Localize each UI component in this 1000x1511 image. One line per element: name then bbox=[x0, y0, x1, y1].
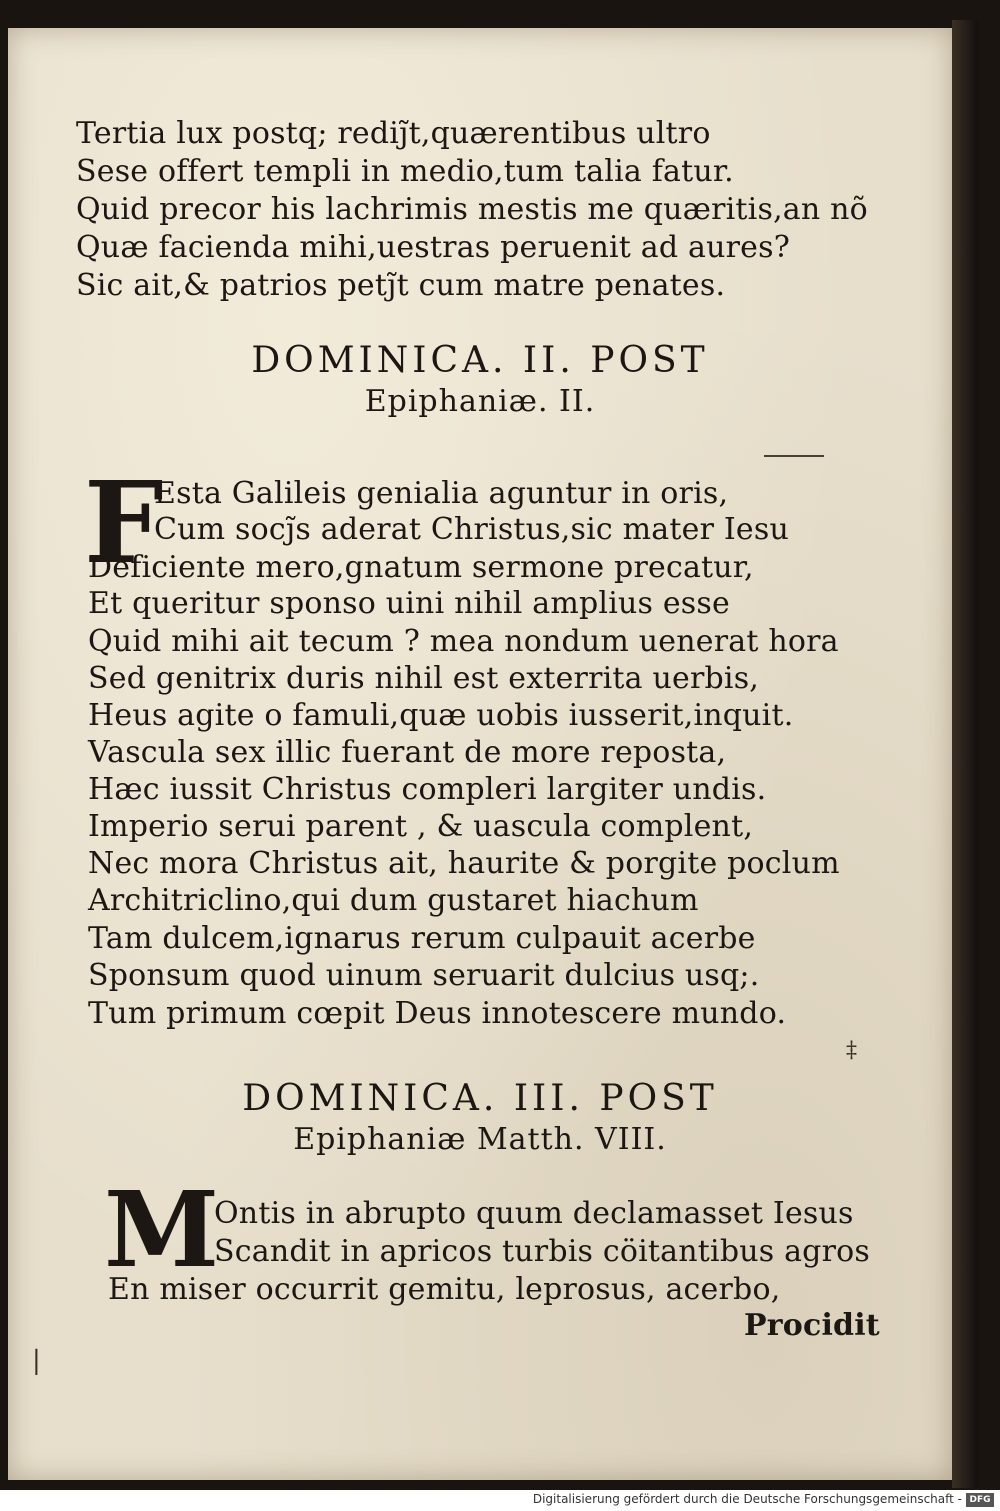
verse-line: Deficiente mero,gnatum sermone precatur, bbox=[88, 550, 754, 585]
section-heading: DOMINICA. III. POST bbox=[242, 1078, 718, 1119]
verse-line: Tertia lux postq; rediȷ̃t,quærentibus ultro bbox=[76, 116, 711, 151]
verse-line: Quid precor his lachrimis mestis me quæritis,an nõ bbox=[76, 192, 868, 227]
verse-line: Architriclino,qui dum gustaret hiachum bbox=[88, 883, 699, 918]
footer-bar bbox=[0, 1490, 1000, 1511]
book-page bbox=[8, 28, 952, 1480]
verse-line: Tam dulcem,ignarus rerum culpauit acerbe bbox=[88, 921, 756, 956]
verse-line: En miser occurrit gemitu, leprosus, acerbo, bbox=[108, 1272, 781, 1307]
section-subheading: Epiphaniæ. II. bbox=[364, 384, 596, 419]
verse-line: Vascula sex illic fuerant de more reposta, bbox=[88, 735, 727, 770]
dfg-logo-icon: DFG bbox=[966, 1493, 994, 1507]
section-subheading: Epiphaniæ Matth. VIII. bbox=[293, 1122, 667, 1157]
margin-tick: | bbox=[32, 1346, 41, 1376]
verse-line: Ontis in abrupto quum declamasset Iesus bbox=[214, 1196, 854, 1231]
verse-line: Quid mihi ait tecum ? mea nondum uenerat hora bbox=[88, 624, 839, 659]
verse-line: Sese offert templi in medio,tum talia fatur. bbox=[76, 154, 734, 189]
verse-line: Sic ait,& patrios petȷ̃t cum matre penates. bbox=[76, 268, 726, 303]
marginal-mark: ‡ bbox=[846, 1038, 857, 1063]
verse-line: Esta Galileis genialia aguntur in oris, bbox=[154, 476, 729, 511]
section-heading: DOMINICA. II. POST bbox=[251, 340, 709, 381]
drop-initial: F bbox=[84, 458, 164, 589]
catchword: Procidit bbox=[744, 1308, 880, 1343]
verse-line: Tum primum cœpit Deus innotescere mundo. bbox=[88, 996, 787, 1031]
footer-credit: Digitalisierung gefördert durch die Deutsche Forschungsgemeinschaft - bbox=[532, 1492, 962, 1506]
verse-line: Sponsum quod uinum seruarit dulcius usq;. bbox=[88, 958, 760, 993]
book-spine-edge bbox=[952, 20, 978, 1488]
verse-line: Et queritur sponso uini nihil amplius esse bbox=[88, 586, 730, 621]
verse-line: Quæ facienda mihi,uestras peruenit ad aures? bbox=[76, 230, 791, 265]
verse-line: Cum socȷ̃s aderat Christus,sic mater Iesu bbox=[154, 512, 789, 547]
verse-line: Nec mora Christus ait, haurite & porgite poclum bbox=[88, 846, 840, 881]
verse-line: Scandit in apricos turbis cöitantibus agros bbox=[214, 1234, 870, 1269]
verse-line: Heus agite o famuli,quæ uobis iusserit,inquit. bbox=[88, 698, 794, 733]
verse-line: Imperio serui parent , & uascula complent, bbox=[88, 809, 754, 844]
decorative-rule bbox=[764, 455, 824, 457]
drop-initial: M bbox=[104, 1168, 220, 1291]
verse-line: Hæc iussit Christus compleri largiter undis. bbox=[88, 772, 767, 807]
verse-line: Sed genitrix duris nihil est exterrita uerbis, bbox=[88, 661, 760, 696]
